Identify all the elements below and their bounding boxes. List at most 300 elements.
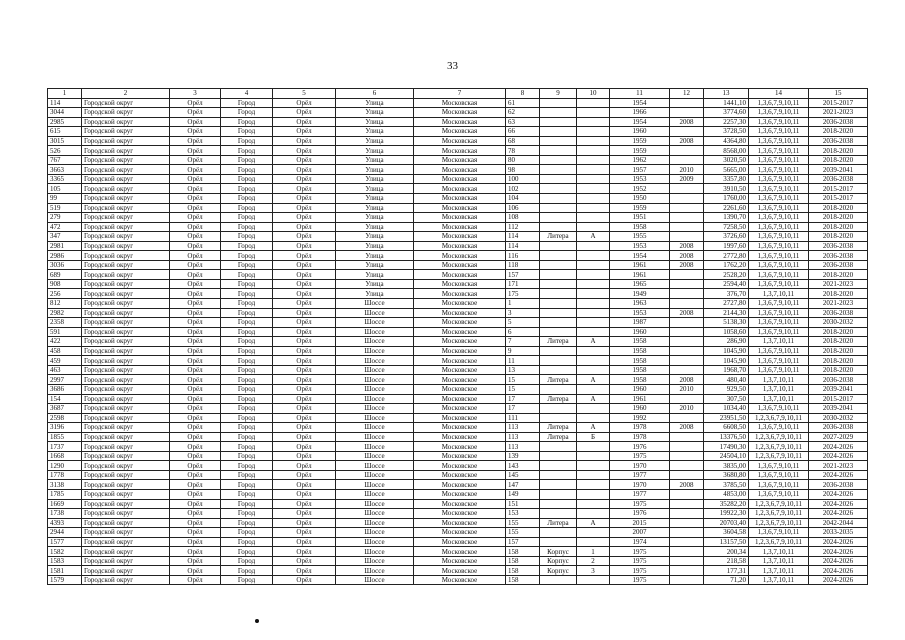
table-cell: Орёл	[273, 327, 336, 337]
table-cell: 1954	[610, 251, 670, 261]
table-cell: 463	[48, 365, 82, 375]
table-cell: 61	[506, 98, 540, 108]
table-cell: 157	[506, 270, 540, 280]
table-cell: 1582	[48, 547, 82, 557]
table-cell: 1950	[610, 194, 670, 204]
table-cell: Орёл	[170, 155, 221, 165]
table-cell: Московская	[414, 174, 506, 184]
table-cell: 5138,30	[704, 318, 749, 328]
table-cell: 1975	[610, 556, 670, 566]
table-cell: 1581	[48, 566, 82, 576]
table-cell: 2021-2023	[809, 461, 868, 471]
table-cell: Городской округ	[82, 489, 170, 499]
table-cell: Московское	[414, 365, 506, 375]
table-cell: Улица	[336, 127, 414, 137]
table-cell: Московская	[414, 251, 506, 261]
table-cell: Московская	[414, 289, 506, 299]
column-header: 5	[273, 89, 336, 99]
table-cell	[670, 327, 704, 337]
table-cell	[577, 509, 610, 519]
table-row	[48, 165, 868, 175]
table-row	[48, 203, 868, 213]
table-cell: 3604,58	[704, 528, 749, 538]
table-cell: Городской округ	[82, 155, 170, 165]
table-cell: Орёл	[273, 489, 336, 499]
table-cell	[670, 98, 704, 108]
table-cell: 1958	[610, 365, 670, 375]
table-cell: 2015-2017	[809, 98, 868, 108]
table-cell: 5	[506, 318, 540, 328]
table-cell	[670, 547, 704, 557]
table-cell: 4364,80	[704, 136, 749, 146]
table-cell: 1,3,6,7,9,10,11	[749, 356, 809, 366]
table-cell: Орёл	[170, 423, 221, 433]
table-cell	[577, 308, 610, 318]
table-cell: 23951,50	[704, 413, 749, 423]
table-cell: 1,3,7,10,11	[749, 337, 809, 347]
table-cell: 3044	[48, 108, 82, 118]
table-row	[48, 337, 868, 347]
table-cell: Московская	[414, 165, 506, 175]
table-cell: 1975	[610, 451, 670, 461]
table-cell: Московское	[414, 337, 506, 347]
table-cell: 1958	[610, 222, 670, 232]
table-cell: Городской округ	[82, 337, 170, 347]
table-cell	[577, 98, 610, 108]
table-cell	[577, 442, 610, 452]
table-cell: 1,3,6,7,9,10,11	[749, 194, 809, 204]
table-cell: 2015-2017	[809, 394, 868, 404]
table-cell: 4393	[48, 518, 82, 528]
table-cell	[540, 127, 577, 137]
table-cell: А	[577, 375, 610, 385]
table-cell: 17	[506, 404, 540, 414]
table-cell	[540, 480, 577, 490]
table-cell	[670, 499, 704, 509]
table-cell	[577, 251, 610, 261]
table-cell: 1976	[610, 509, 670, 519]
table-cell: Городской округ	[82, 518, 170, 528]
table-cell: 2018-2020	[809, 213, 868, 223]
table-cell: Шоссе	[336, 327, 414, 337]
table-cell: Город	[221, 566, 273, 576]
table-cell	[670, 108, 704, 118]
table-cell: 1960	[610, 404, 670, 414]
table-cell: Московское	[414, 394, 506, 404]
table-cell: Орёл	[170, 375, 221, 385]
table-cell: 2018-2020	[809, 337, 868, 347]
table-cell: 24504,10	[704, 451, 749, 461]
table-cell: Орёл	[170, 165, 221, 175]
table-cell: 2007	[610, 528, 670, 538]
table-cell: 2030-2032	[809, 318, 868, 328]
table-cell	[540, 146, 577, 156]
table-cell: 7	[506, 337, 540, 347]
table-row	[48, 222, 868, 232]
table-cell	[577, 213, 610, 223]
table-cell	[670, 566, 704, 576]
table-cell: Город	[221, 318, 273, 328]
table-cell: Город	[221, 203, 273, 213]
table-cell: 1	[506, 299, 540, 309]
table-cell: 2018-2020	[809, 346, 868, 356]
table-cell: Улица	[336, 203, 414, 213]
table-cell: Город	[221, 194, 273, 204]
table-cell: 102	[506, 184, 540, 194]
table-cell: Орёл	[273, 432, 336, 442]
table-cell: 78	[506, 146, 540, 156]
table-cell: Улица	[336, 174, 414, 184]
table-row	[48, 308, 868, 318]
table-cell	[670, 337, 704, 347]
table-cell: 153	[506, 509, 540, 519]
table-cell: 1951	[610, 213, 670, 223]
table-cell: Московская	[414, 213, 506, 223]
table-cell: 71,20	[704, 575, 749, 585]
table-cell: Улица	[336, 136, 414, 146]
table-cell: Шоссе	[336, 566, 414, 576]
table-cell: Городской округ	[82, 279, 170, 289]
table-cell: Литера	[540, 518, 577, 528]
table-cell: 2018-2020	[809, 365, 868, 375]
table-cell	[540, 575, 577, 585]
table-cell: 1,3,7,10,11	[749, 289, 809, 299]
table-cell: Орёл	[170, 509, 221, 519]
table-cell: Улица	[336, 108, 414, 118]
table-cell: 2010	[670, 404, 704, 414]
table-cell: 1,3,6,7,9,10,11	[749, 165, 809, 175]
table-row	[48, 518, 868, 528]
table-cell: Орёл	[170, 203, 221, 213]
table-cell	[670, 470, 704, 480]
table-cell: Московская	[414, 203, 506, 213]
table-cell: Городской округ	[82, 213, 170, 223]
table-cell: 1290	[48, 461, 82, 471]
table-row	[48, 184, 868, 194]
table-cell: Московское	[414, 308, 506, 318]
table-cell: Городской округ	[82, 117, 170, 127]
table-row	[48, 442, 868, 452]
table-cell: Город	[221, 461, 273, 471]
table-cell	[540, 528, 577, 538]
table-cell: 591	[48, 327, 82, 337]
table-cell: Орёл	[273, 337, 336, 347]
table-cell	[540, 442, 577, 452]
table-cell	[540, 270, 577, 280]
table-cell: 157	[506, 537, 540, 547]
table-cell: 2036-2038	[809, 260, 868, 270]
table-cell: 35282,20	[704, 499, 749, 509]
table-cell: 2024-2026	[809, 575, 868, 585]
table-cell	[670, 518, 704, 528]
table-cell: 2010	[670, 384, 704, 394]
table-cell: Орёл	[170, 537, 221, 547]
table-cell: Орёл	[273, 146, 336, 156]
table-cell: 1,3,6,7,9,10,11	[749, 155, 809, 165]
table-cell	[670, 432, 704, 442]
table-cell: 1034,40	[704, 404, 749, 414]
table-cell: Орёл	[273, 165, 336, 175]
table-cell: Город	[221, 108, 273, 118]
table-cell: Орёл	[273, 480, 336, 490]
table-row	[48, 413, 868, 423]
table-cell: Орёл	[170, 356, 221, 366]
table-cell: 3196	[48, 423, 82, 433]
table-cell: Город	[221, 509, 273, 519]
table-cell	[670, 146, 704, 156]
table-cell: Орёл	[273, 394, 336, 404]
table-cell: 2986	[48, 251, 82, 261]
table-row	[48, 327, 868, 337]
table-cell: 1583	[48, 556, 82, 566]
table-cell	[577, 146, 610, 156]
table-cell	[577, 327, 610, 337]
table-cell: Орёл	[273, 184, 336, 194]
table-cell: 3726,60	[704, 232, 749, 242]
table-cell: Городской округ	[82, 146, 170, 156]
table-cell	[670, 194, 704, 204]
table-cell: 2008	[670, 423, 704, 433]
table-cell	[540, 165, 577, 175]
table-row	[48, 279, 868, 289]
table-cell: 1,2,3,6,7,9,10,11	[749, 451, 809, 461]
table-cell: Орёл	[170, 518, 221, 528]
table-cell: 1,3,6,7,9,10,11	[749, 251, 809, 261]
table-cell: Орёл	[170, 174, 221, 184]
table-cell: 106	[506, 203, 540, 213]
table-cell: 2598	[48, 413, 82, 423]
table-cell: А	[577, 337, 610, 347]
table-cell	[577, 537, 610, 547]
table-cell: 1,3,6,7,9,10,11	[749, 270, 809, 280]
table-row	[48, 394, 868, 404]
table-cell: Городской округ	[82, 432, 170, 442]
table-cell: 1987	[610, 318, 670, 328]
table-cell: 279	[48, 213, 82, 223]
table-row	[48, 136, 868, 146]
table-cell: 139	[506, 451, 540, 461]
table-cell	[670, 155, 704, 165]
table-row	[48, 318, 868, 328]
table-cell: Город	[221, 222, 273, 232]
table-cell: 767	[48, 155, 82, 165]
table-cell	[540, 184, 577, 194]
table-cell: 2018-2020	[809, 327, 868, 337]
table-cell: 3	[506, 308, 540, 318]
table-cell: Орёл	[273, 213, 336, 223]
table-cell: Орёл	[170, 289, 221, 299]
table-cell: Орёл	[273, 222, 336, 232]
table-cell: 1962	[610, 155, 670, 165]
table-cell: Улица	[336, 194, 414, 204]
table-cell: Орёл	[170, 127, 221, 137]
table-cell: 1,3,7,10,11	[749, 547, 809, 557]
table-cell	[540, 260, 577, 270]
table-cell: Городской округ	[82, 556, 170, 566]
table-cell: Городской округ	[82, 165, 170, 175]
table-cell: 158	[506, 566, 540, 576]
table-cell: 2024-2026	[809, 499, 868, 509]
table-cell	[670, 279, 704, 289]
table-cell: Город	[221, 232, 273, 242]
table-cell: 2021-2023	[809, 299, 868, 309]
table-cell: Город	[221, 174, 273, 184]
table-cell: Городской округ	[82, 174, 170, 184]
table-cell: 1,3,7,10,11	[749, 556, 809, 566]
table-cell: 11	[506, 356, 540, 366]
table-cell: Орёл	[273, 174, 336, 184]
table-row	[48, 117, 868, 127]
table-cell: 1,3,6,7,9,10,11	[749, 489, 809, 499]
table-cell: Городской округ	[82, 528, 170, 538]
table-cell: Московское	[414, 528, 506, 538]
table-cell: 2039-2041	[809, 384, 868, 394]
table-cell: 2	[577, 556, 610, 566]
table-cell: Город	[221, 346, 273, 356]
table-cell: 3357,80	[704, 174, 749, 184]
table-cell: 1,3,6,7,9,10,11	[749, 423, 809, 433]
table-cell: 347	[48, 232, 82, 242]
table-cell: 1,3,6,7,9,10,11	[749, 174, 809, 184]
table-cell: Орёл	[170, 241, 221, 251]
table-cell: 615	[48, 127, 82, 137]
table-cell: 1,3,6,7,9,10,11	[749, 241, 809, 251]
table-cell: Городской округ	[82, 423, 170, 433]
table-cell: 6608,50	[704, 423, 749, 433]
table-cell: Орёл	[170, 499, 221, 509]
table-cell: 1,3,6,7,9,10,11	[749, 365, 809, 375]
table-cell: 2727,80	[704, 299, 749, 309]
table-cell: 200,34	[704, 547, 749, 557]
table-cell: 1669	[48, 499, 82, 509]
table-cell: Шоссе	[336, 528, 414, 538]
table-cell: Город	[221, 518, 273, 528]
table-cell: Литера	[540, 394, 577, 404]
table-cell: 422	[48, 337, 82, 347]
table-cell: Орёл	[170, 308, 221, 318]
table-cell: Московское	[414, 413, 506, 423]
table-cell	[670, 289, 704, 299]
table-cell	[577, 299, 610, 309]
table-cell: Город	[221, 260, 273, 270]
table-cell: Городской округ	[82, 566, 170, 576]
table-cell: 1954	[610, 117, 670, 127]
table-cell: 2018-2020	[809, 270, 868, 280]
table-cell: Московская	[414, 184, 506, 194]
table-cell	[577, 127, 610, 137]
table-cell: Орёл	[170, 556, 221, 566]
table-cell	[540, 537, 577, 547]
table-cell: 6	[506, 327, 540, 337]
table-cell	[577, 289, 610, 299]
table-cell: Шоссе	[336, 480, 414, 490]
table-cell: 1952	[610, 184, 670, 194]
table-cell: 1,3,6,7,9,10,11	[749, 318, 809, 328]
table-cell: 3910,50	[704, 184, 749, 194]
table-cell: Московское	[414, 537, 506, 547]
table-row	[48, 480, 868, 490]
table-cell: Шоссе	[336, 451, 414, 461]
table-cell: Орёл	[273, 575, 336, 585]
table-cell	[540, 194, 577, 204]
table-cell: 3687	[48, 404, 82, 414]
table-cell: Орёл	[273, 556, 336, 566]
table-cell	[540, 499, 577, 509]
table-cell: Орёл	[273, 518, 336, 528]
table-cell	[577, 279, 610, 289]
table-cell: Городской округ	[82, 365, 170, 375]
table-cell	[540, 155, 577, 165]
table-cell: 1,2,3,6,7,9,10,11	[749, 499, 809, 509]
table-cell: 458	[48, 346, 82, 356]
table-row	[48, 108, 868, 118]
table-cell: 2009	[670, 174, 704, 184]
table-cell: Московское	[414, 575, 506, 585]
table-cell: 908	[48, 279, 82, 289]
table-cell	[540, 222, 577, 232]
table-cell: 2358	[48, 318, 82, 328]
table-cell	[540, 356, 577, 366]
table-row	[48, 575, 868, 585]
table-cell: 1778	[48, 470, 82, 480]
table-cell: Орёл	[273, 108, 336, 118]
table-cell: 1960	[610, 127, 670, 137]
table-cell: 526	[48, 146, 82, 156]
table-cell: Московское	[414, 299, 506, 309]
table-header-row	[48, 89, 868, 99]
table-cell: Городской округ	[82, 384, 170, 394]
table-cell: Город	[221, 480, 273, 490]
table-cell: 1978	[610, 423, 670, 433]
table-cell: 480,40	[704, 375, 749, 385]
table-cell	[577, 470, 610, 480]
table-cell	[670, 556, 704, 566]
table-cell: 3680,80	[704, 470, 749, 480]
table-cell: Орёл	[170, 451, 221, 461]
table-cell: Городской округ	[82, 404, 170, 414]
table-cell: Город	[221, 394, 273, 404]
table-cell: 1,3,6,7,9,10,11	[749, 470, 809, 480]
table-cell: Городской округ	[82, 327, 170, 337]
table-cell	[540, 241, 577, 251]
table-cell: 100	[506, 174, 540, 184]
table-cell: Город	[221, 136, 273, 146]
table-cell: 1,2,3,6,7,9,10,11	[749, 518, 809, 528]
table-cell: 2036-2038	[809, 308, 868, 318]
table-cell: Город	[221, 356, 273, 366]
table-cell	[577, 260, 610, 270]
table-cell: 1045,90	[704, 356, 749, 366]
table-cell: 154	[48, 394, 82, 404]
table-cell: 1,3,6,7,9,10,11	[749, 222, 809, 232]
table-cell: Московское	[414, 566, 506, 576]
table-cell: 158	[506, 575, 540, 585]
table-cell: 459	[48, 356, 82, 366]
table-cell: Улица	[336, 279, 414, 289]
table-cell	[670, 270, 704, 280]
table-cell: Орёл	[170, 432, 221, 442]
table-cell: 2024-2026	[809, 442, 868, 452]
table-cell: Московское	[414, 556, 506, 566]
table-cell	[540, 203, 577, 213]
table-cell	[577, 451, 610, 461]
table-cell	[540, 308, 577, 318]
table-row	[48, 432, 868, 442]
table-cell: Городской округ	[82, 108, 170, 118]
table-cell: Город	[221, 279, 273, 289]
table-cell: 1,3,7,10,11	[749, 566, 809, 576]
table-cell: Литера	[540, 423, 577, 433]
